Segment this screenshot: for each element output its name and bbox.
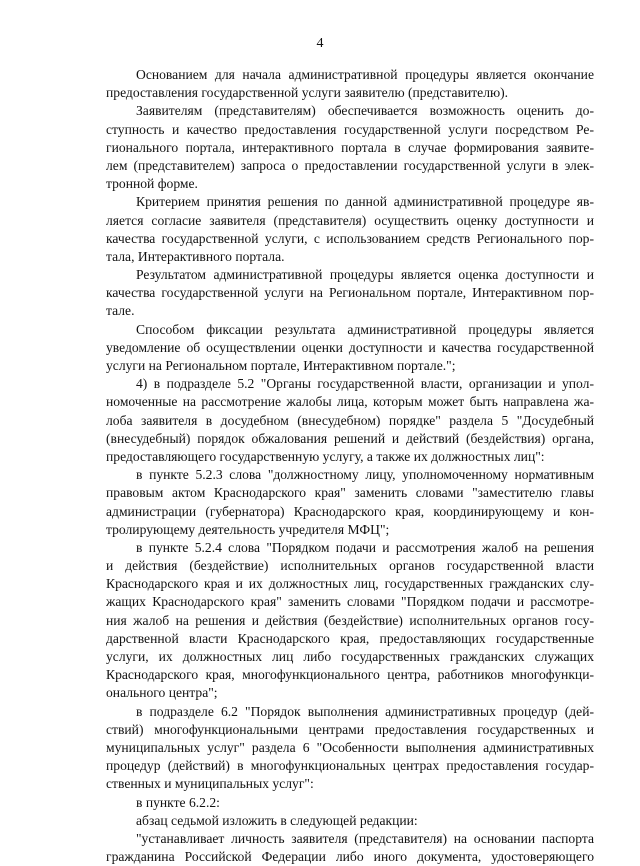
text-line: жащих Краснодарского края" заменить словами "Порядком подачи и рассмотре- xyxy=(106,594,594,610)
text-line: номоченные на рассмотрение жалобы лица, которым может быть направлена жа- xyxy=(106,394,594,410)
text-line: услуги, их должностных лиц либо государственных гражданских служащих xyxy=(106,649,594,664)
text-line: ствий) многофункциональными центрами предоставления государственных и xyxy=(106,721,594,737)
text-line: предоставляющего государственную услугу, а также их должностных лиц": xyxy=(106,448,545,464)
text-line: муниципальных услуг" раздела 6 "Особенности выполнения административных xyxy=(106,739,594,755)
text-line: Основанием для начала административной процедуры является окончание xyxy=(136,67,594,82)
text-line: ляется согласие заявителя (представителя) осуществить оценку доступности и xyxy=(106,212,594,228)
page-number: 4 xyxy=(316,36,324,51)
text-line: тролирующему деятельность учредителя МФЦ"; xyxy=(106,521,390,537)
text-line: Результатом административной процедуры является оценка доступности и xyxy=(136,267,594,283)
text-line: дарственной власти Краснодарского края, предоставляющих государственные xyxy=(106,630,594,646)
text-line: Краснодарского края и их должностных лиц, государственных гражданских слу- xyxy=(106,576,594,592)
text-line: Заявителям (представителям) обеспечивается возможность оценить до- xyxy=(136,103,594,119)
body-text xyxy=(106,66,594,866)
text-line: тале. xyxy=(106,303,135,319)
text-line: (внесудебный) порядок обжалования решений и действий (бездействия) органа, xyxy=(106,430,594,446)
text-line: в пункте 6.2.2: xyxy=(136,794,220,810)
text-line: уведомление об осуществлении оценки доступности и качества государственной xyxy=(106,339,594,355)
text-line: "устанавливает личность заявителя (представителя) на основании паспорта xyxy=(136,830,594,846)
text-line: процедур (действий) в многофункциональных центрах предоставления государ- xyxy=(106,758,594,774)
text-line: абзац седьмой изложить в следующей редакции: xyxy=(136,812,418,828)
text-line: 4) в подразделе 5.2 "Органы государственной власти, организации и упол- xyxy=(136,376,594,392)
text-line: ния жалоб на решения и действия (бездействие) исполнительных органов госу- xyxy=(106,612,594,628)
text-line: лоба заявителя в досудебном (внесудебном) порядке" раздела 5 "Досудебный xyxy=(106,412,594,428)
text-line: Способом фиксации результата административной процедуры является xyxy=(136,321,594,337)
text-line: ственных и муниципальных услуг": xyxy=(106,776,314,792)
text-line: лем (представителем) запроса о предоставлении государственной услуги в элек- xyxy=(106,157,594,173)
text-line: тала, Интерактивного портала. xyxy=(106,248,285,264)
text-line: правовым актом Краснодарского края" заменить словами "заместителю главы xyxy=(106,485,594,501)
text-line: гионального портала, интерактивного портала в случае формирования заявите- xyxy=(106,139,594,155)
text-line: Критерием принятия решения по данной административной процедуре яв- xyxy=(136,194,594,210)
text-line: услуги на Региональном портале, Интерактивном портале."; xyxy=(106,358,456,373)
text-line: Краснодарского края, многофункционального центра, работников многофункци- xyxy=(106,667,594,683)
text-line: гражданина Российской Федерации либо иного документа, удостоверяющего xyxy=(106,849,594,865)
text-line: ступность и качество предоставления государственной услуги посредством Ре- xyxy=(106,121,594,137)
text-line: онального центра"; xyxy=(106,685,218,701)
text-line: качества государственной услуги на Региональном портале, Интерактивном пор- xyxy=(106,285,594,301)
text-line: качества государственной услуги, с использованием средств Регионального пор- xyxy=(106,230,594,246)
text-line: администрации (губернатора) Краснодарского края, координирующему и кон- xyxy=(106,503,594,519)
text-line: и действия (бездействие) исполнительных органов государственной власти xyxy=(106,558,594,574)
text-line: в пункте 5.2.4 слова "Порядком подачи и рассмотрения жалоб на решения xyxy=(136,539,594,555)
text-line: тронной форме. xyxy=(106,176,198,192)
text-line: в подразделе 6.2 "Порядок выполнения административных процедур (дей- xyxy=(136,703,594,719)
text-line: в пункте 5.2.3 слова "должностному лицу, уполномоченному нормативным xyxy=(136,467,594,483)
text-line: предоставления государственной услуги заявителю (представителю). xyxy=(106,85,509,101)
